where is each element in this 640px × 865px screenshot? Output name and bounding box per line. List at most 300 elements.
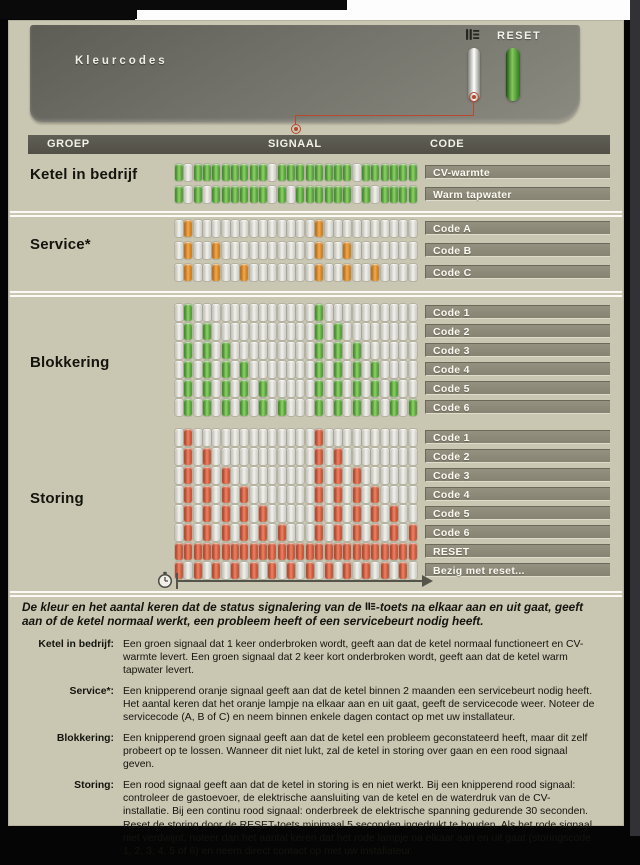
led-red (325, 562, 333, 579)
led-off (259, 562, 267, 579)
led-off (343, 380, 351, 397)
led-off (287, 342, 295, 359)
led-off (409, 361, 417, 378)
led-off (231, 342, 239, 359)
led-off (306, 220, 314, 237)
legend-entry (22, 638, 604, 678)
led-orange (315, 220, 323, 237)
led-off (240, 323, 248, 340)
led-off (399, 429, 407, 446)
led-red (353, 505, 361, 522)
led-off (212, 220, 220, 237)
led-green (334, 380, 342, 397)
led-red (371, 543, 379, 560)
led-off (222, 220, 230, 237)
led-red (315, 429, 323, 446)
led-off (362, 467, 370, 484)
led-red (287, 543, 295, 560)
led-off (325, 448, 333, 465)
led-red (250, 562, 258, 579)
led-off (268, 220, 276, 237)
led-off (175, 242, 183, 259)
led-off (325, 399, 333, 416)
led-off (231, 505, 239, 522)
led-off (296, 486, 304, 503)
led-off (381, 399, 389, 416)
led-strip (175, 543, 417, 560)
led-green (175, 164, 183, 181)
led-green (315, 399, 323, 416)
led-off (399, 220, 407, 237)
led-strip (175, 342, 417, 359)
led-off (268, 304, 276, 321)
led-off (268, 429, 276, 446)
code-badge: Code 3 (425, 343, 610, 357)
led-off (278, 562, 286, 579)
code-badge: Code 6 (425, 525, 610, 539)
section-divider (10, 291, 622, 293)
led-red (334, 524, 342, 541)
led-off (325, 361, 333, 378)
led-off (306, 342, 314, 359)
led-off (343, 505, 351, 522)
led-red (409, 543, 417, 560)
led-green (203, 323, 211, 340)
led-green (222, 186, 230, 203)
led-red (315, 524, 323, 541)
led-green (184, 323, 192, 340)
led-off (390, 448, 398, 465)
led-green (315, 323, 323, 340)
led-off (362, 323, 370, 340)
led-off (240, 242, 248, 259)
led-off (306, 524, 314, 541)
led-off (222, 304, 230, 321)
led-off (362, 524, 370, 541)
led-off (390, 486, 398, 503)
led-green (390, 380, 398, 397)
led-green (315, 164, 323, 181)
led-red (334, 486, 342, 503)
led-off (222, 448, 230, 465)
led-off (175, 264, 183, 281)
led-off (259, 220, 267, 237)
led-orange (240, 264, 248, 281)
led-green (240, 186, 248, 203)
led-off (409, 562, 417, 579)
led-red (203, 467, 211, 484)
led-off (250, 342, 258, 359)
connector-line (295, 115, 474, 116)
led-off (203, 304, 211, 321)
led-off (287, 323, 295, 340)
led-green (259, 380, 267, 397)
led-off (268, 342, 276, 359)
led-off (212, 448, 220, 465)
column-header-signaal: SIGNAAL (268, 138, 322, 150)
led-red (259, 524, 267, 541)
led-off (268, 486, 276, 503)
led-off (390, 562, 398, 579)
led-off (296, 264, 304, 281)
led-strip (175, 505, 417, 522)
led-off (306, 264, 314, 281)
led-off (325, 264, 333, 281)
led-off (278, 342, 286, 359)
led-off (381, 486, 389, 503)
led-green (334, 361, 342, 378)
led-off (325, 380, 333, 397)
led-off (250, 524, 258, 541)
led-off (278, 380, 286, 397)
led-off (278, 304, 286, 321)
led-off (194, 524, 202, 541)
led-off (287, 186, 295, 203)
led-off (222, 429, 230, 446)
led-strip (175, 467, 417, 484)
led-off (381, 467, 389, 484)
led-red (268, 562, 276, 579)
led-off (371, 220, 379, 237)
led-orange (315, 242, 323, 259)
section-divider (10, 211, 622, 213)
led-off (343, 361, 351, 378)
led-off (390, 342, 398, 359)
led-off (296, 361, 304, 378)
led-off (175, 304, 183, 321)
led-off (231, 361, 239, 378)
led-off (278, 220, 286, 237)
code-badge: Code 1 (425, 305, 610, 319)
led-strip (175, 399, 417, 416)
led-off (381, 448, 389, 465)
led-red (184, 524, 192, 541)
led-green (334, 186, 342, 203)
led-off (390, 220, 398, 237)
group-label: Storing (30, 490, 84, 507)
led-off (343, 429, 351, 446)
led-green (278, 399, 286, 416)
led-off (381, 264, 389, 281)
led-off (399, 361, 407, 378)
led-off (399, 448, 407, 465)
led-off (250, 486, 258, 503)
led-off (175, 342, 183, 359)
code-badge: Code 3 (425, 468, 610, 482)
led-red (390, 543, 398, 560)
led-off (212, 429, 220, 446)
led-green (371, 361, 379, 378)
code-badge: CV-warmte (425, 165, 610, 179)
led-off (390, 361, 398, 378)
led-off (409, 242, 417, 259)
led-green (184, 399, 192, 416)
led-green (184, 342, 192, 359)
led-off (343, 524, 351, 541)
led-red (203, 448, 211, 465)
led-red (399, 562, 407, 579)
section-divider (10, 595, 622, 597)
led-off (231, 323, 239, 340)
column-header-code: CODE (430, 138, 465, 150)
led-off (371, 429, 379, 446)
led-green (371, 380, 379, 397)
led-off (203, 186, 211, 203)
led-off (268, 164, 276, 181)
led-red (194, 543, 202, 560)
reset-button (506, 48, 520, 101)
led-green (315, 380, 323, 397)
led-off (306, 467, 314, 484)
led-off (194, 342, 202, 359)
led-red (212, 543, 220, 560)
led-strip (175, 448, 417, 465)
led-off (296, 242, 304, 259)
led-off (203, 264, 211, 281)
led-off (278, 448, 286, 465)
led-off (362, 380, 370, 397)
led-green (175, 186, 183, 203)
led-red (371, 486, 379, 503)
led-red (203, 543, 211, 560)
led-off (250, 467, 258, 484)
led-green (194, 164, 202, 181)
led-off (399, 486, 407, 503)
led-red (222, 467, 230, 484)
led-off (194, 264, 202, 281)
led-green (296, 164, 304, 181)
led-off (231, 264, 239, 281)
led-green (409, 164, 417, 181)
led-off (287, 242, 295, 259)
led-off (231, 524, 239, 541)
led-off (399, 524, 407, 541)
led-off (184, 164, 192, 181)
led-green (381, 186, 389, 203)
boiler-control-panel (30, 25, 580, 122)
led-off (222, 323, 230, 340)
led-off (212, 361, 220, 378)
led-off (362, 486, 370, 503)
led-off (409, 380, 417, 397)
led-off (287, 304, 295, 321)
connector-line (473, 101, 474, 115)
code-badge: Code B (425, 243, 610, 257)
led-off (381, 323, 389, 340)
led-off (371, 242, 379, 259)
led-off (175, 220, 183, 237)
led-off (194, 220, 202, 237)
led-off (268, 467, 276, 484)
led-strip (175, 220, 417, 237)
led-green (287, 164, 295, 181)
led-off (390, 323, 398, 340)
led-strip (175, 242, 417, 259)
led-strip (175, 164, 417, 181)
led-off (371, 323, 379, 340)
led-off (268, 448, 276, 465)
code-badge: Code 4 (425, 362, 610, 376)
led-red (175, 543, 183, 560)
led-off (399, 323, 407, 340)
led-off (184, 186, 192, 203)
led-red (306, 543, 314, 560)
led-off (194, 505, 202, 522)
led-off (409, 486, 417, 503)
led-off (278, 323, 286, 340)
led-green (371, 164, 379, 181)
led-off (306, 304, 314, 321)
led-red (343, 562, 351, 579)
led-off (250, 429, 258, 446)
legend (22, 600, 604, 865)
led-green (334, 164, 342, 181)
led-off (194, 242, 202, 259)
led-red (353, 524, 361, 541)
led-red (334, 505, 342, 522)
led-green (231, 186, 239, 203)
code-badge: Code C (425, 265, 610, 279)
connector-marker-led (469, 92, 479, 102)
led-green (390, 399, 398, 416)
code-badge: Code 5 (425, 381, 610, 395)
led-green (334, 323, 342, 340)
led-off (212, 399, 220, 416)
led-off (353, 429, 361, 446)
led-red (259, 543, 267, 560)
led-green (222, 342, 230, 359)
led-green (325, 186, 333, 203)
led-off (231, 380, 239, 397)
led-off (296, 562, 304, 579)
led-green (250, 164, 258, 181)
led-red (278, 524, 286, 541)
led-off (212, 323, 220, 340)
time-axis-arrowhead (422, 575, 433, 587)
section-divider (10, 215, 622, 217)
led-orange (212, 264, 220, 281)
led-off (362, 342, 370, 359)
led-red (240, 524, 248, 541)
led-off (287, 399, 295, 416)
led-off (250, 242, 258, 259)
led-red (315, 486, 323, 503)
led-off (287, 448, 295, 465)
led-off (343, 323, 351, 340)
led-off (212, 304, 220, 321)
led-strip (175, 264, 417, 281)
led-green (343, 164, 351, 181)
led-off (353, 323, 361, 340)
led-red (315, 543, 323, 560)
led-strip (175, 486, 417, 503)
led-off (231, 467, 239, 484)
led-off (353, 164, 361, 181)
connector-marker-table (291, 124, 301, 134)
led-green (306, 186, 314, 203)
led-red (259, 505, 267, 522)
led-off (325, 242, 333, 259)
led-green (306, 164, 314, 181)
led-green (203, 361, 211, 378)
led-green (315, 342, 323, 359)
led-red (353, 486, 361, 503)
led-red (231, 543, 239, 560)
led-off (287, 264, 295, 281)
led-off (371, 562, 379, 579)
led-off (222, 562, 230, 579)
led-off (334, 220, 342, 237)
led-red (325, 543, 333, 560)
led-off (353, 448, 361, 465)
led-off (390, 242, 398, 259)
code-badge: Code 4 (425, 487, 610, 501)
led-green (371, 399, 379, 416)
led-off (362, 361, 370, 378)
led-off (325, 342, 333, 359)
led-red (287, 562, 295, 579)
led-off (343, 304, 351, 321)
led-off (296, 323, 304, 340)
panel-title: Kleurcodes (75, 55, 168, 67)
group-label: Ketel in bedrijf (30, 166, 138, 183)
led-green (315, 361, 323, 378)
led-green (240, 361, 248, 378)
led-off (362, 242, 370, 259)
led-green (194, 186, 202, 203)
led-green (353, 399, 361, 416)
led-off (268, 323, 276, 340)
led-off (194, 304, 202, 321)
led-off (381, 429, 389, 446)
led-off (287, 361, 295, 378)
led-off (306, 380, 314, 397)
led-red (184, 448, 192, 465)
led-off (409, 448, 417, 465)
led-green (390, 186, 398, 203)
led-red (315, 448, 323, 465)
radiator-icon (465, 27, 481, 43)
led-off (278, 505, 286, 522)
led-off (231, 486, 239, 503)
led-off (259, 342, 267, 359)
led-green (250, 186, 258, 203)
led-off (325, 304, 333, 321)
led-off (231, 220, 239, 237)
led-off (268, 242, 276, 259)
led-green (203, 164, 211, 181)
led-off (306, 242, 314, 259)
led-green (399, 164, 407, 181)
led-off (268, 361, 276, 378)
led-off (231, 242, 239, 259)
led-green (381, 164, 389, 181)
led-off (353, 562, 361, 579)
led-off (306, 448, 314, 465)
led-red (334, 467, 342, 484)
led-off (250, 304, 258, 321)
led-off (175, 467, 183, 484)
led-off (250, 448, 258, 465)
led-off (296, 380, 304, 397)
led-strip (175, 562, 417, 579)
led-red (222, 505, 230, 522)
led-off (287, 220, 295, 237)
led-off (268, 399, 276, 416)
led-off (287, 524, 295, 541)
led-off (212, 524, 220, 541)
led-off (343, 399, 351, 416)
